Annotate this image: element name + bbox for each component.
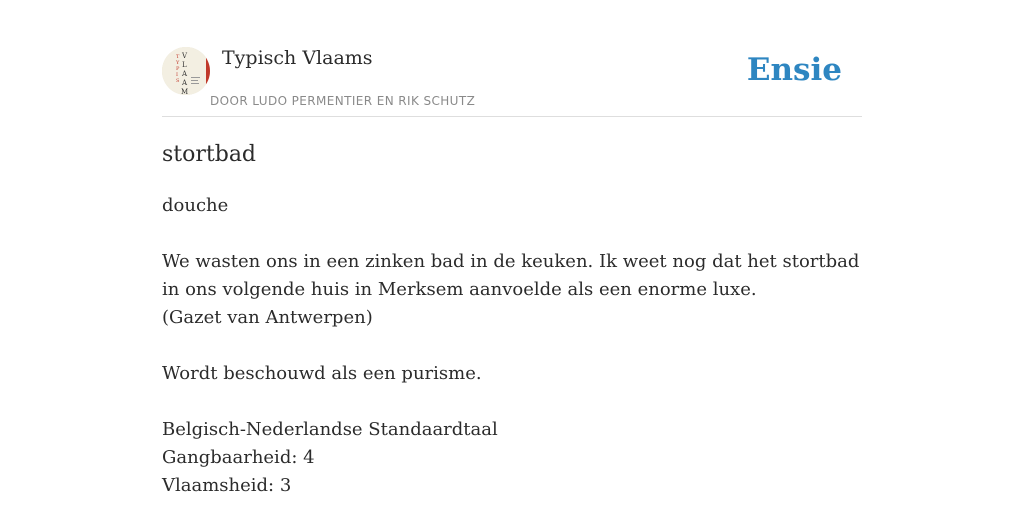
svg-text:P: P [176, 66, 180, 72]
spacer [162, 332, 862, 360]
svg-text:I: I [176, 72, 178, 78]
ensie-logo[interactable]: Ensie [746, 52, 842, 88]
svg-text:A: A [182, 79, 188, 87]
entry-definition: douche [162, 195, 229, 216]
typisch-vlaams-cover-icon[interactable] [162, 47, 210, 95]
entry-body [162, 192, 862, 500]
dictionary-authors: DOOR LUDO PERMENTIER EN RIK SCHUTZ [210, 94, 476, 108]
svg-text:A: A [182, 70, 188, 78]
entry-note: Wordt beschouwd als een purisme. [162, 363, 482, 384]
svg-text:S: S [176, 78, 180, 84]
svg-text:L: L [182, 61, 187, 69]
svg-text:T: T [176, 54, 180, 60]
entry-example: We wasten ons in een zinken bad in de keuken. Ik weet nog dat het stortbad in ons volgende huis in Merksem aanvoelde als een enorme luxe. [162, 251, 860, 300]
entry-source: (Gazet van Antwerpen) [162, 307, 373, 328]
svg-text:Y: Y [176, 60, 180, 66]
entry-gangbaarheid: Gangbaarheid: 4 [162, 447, 315, 468]
spacer [162, 388, 862, 416]
entry-headword: stortbad [162, 142, 257, 167]
spacer [162, 220, 862, 248]
entry-register: Belgisch-Nederlandse Standaardtaal [162, 419, 498, 440]
entry-vlaamsheid: Vlaamsheid: 3 [162, 475, 292, 496]
svg-text:V: V [182, 52, 188, 60]
dictionary-title[interactable]: Typisch Vlaams [222, 47, 373, 69]
page [162, 0, 862, 512]
svg-text:M: M [181, 88, 189, 95]
page-header [162, 0, 862, 117]
